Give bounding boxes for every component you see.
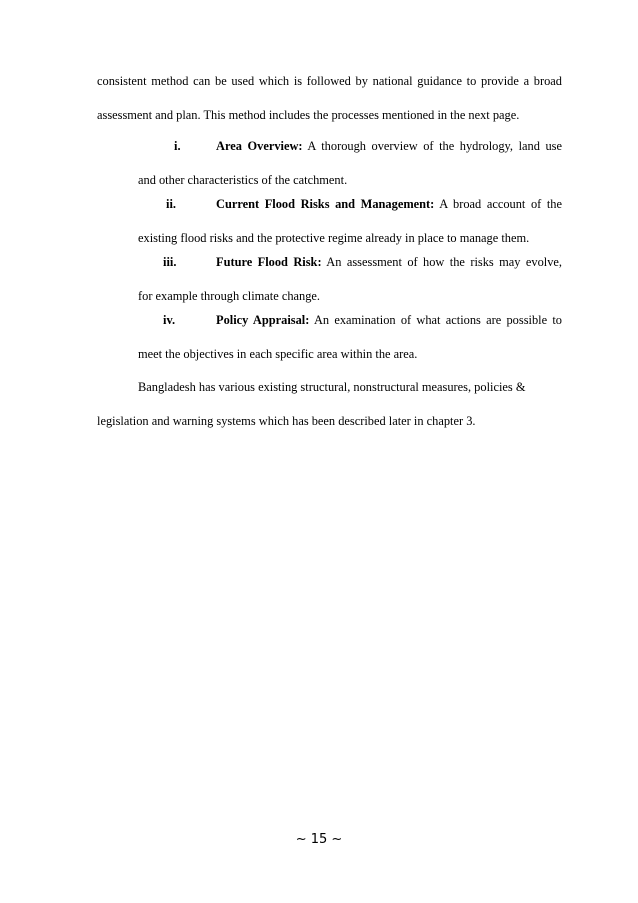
item-text: An examination of what actions are possible to — [309, 313, 562, 327]
item-text-continued: for example through climate change. — [138, 289, 320, 303]
item-title: Current Flood Risks and Management: — [216, 197, 435, 211]
intro-line-1: consistent method can be used which is followed by national guidance to provide a broad — [97, 74, 562, 88]
item-text-continued: existing flood risks and the protective regime already in place to manage them. — [138, 231, 530, 245]
item-title: Area Overview: — [216, 139, 303, 153]
list-numeral: ii. — [166, 197, 176, 211]
intro-paragraph — [97, 64, 562, 132]
closing-line-1: Bangladesh has various existing structural, nonstructural measures, policies & — [138, 380, 526, 394]
list-numeral: iii. — [163, 255, 177, 269]
list-numeral: i. — [174, 139, 181, 153]
list-item-policy-appraisal — [138, 303, 562, 371]
closing-paragraph — [97, 370, 562, 438]
item-text: An assessment of how the risks may evolve, — [321, 255, 562, 269]
page-number: ~ 15 ~ — [295, 832, 343, 847]
item-title: Policy Appraisal: — [216, 313, 310, 327]
list-numeral: iv. — [163, 313, 176, 327]
intro-line-2: assessment and plan. This method includes the processes mentioned in the next page. — [97, 108, 520, 122]
closing-line-2: legislation and warning systems which has been described later in chapter 3. — [97, 414, 476, 428]
item-text-continued: and other characteristics of the catchment. — [138, 173, 348, 187]
item-text: A thorough overview of the hydrology, land use — [302, 139, 562, 153]
item-text-continued: meet the objectives in each specific area within the area. — [138, 347, 418, 361]
item-text: A broad account of the — [434, 197, 562, 211]
item-title: Future Flood Risk: — [216, 255, 322, 269]
